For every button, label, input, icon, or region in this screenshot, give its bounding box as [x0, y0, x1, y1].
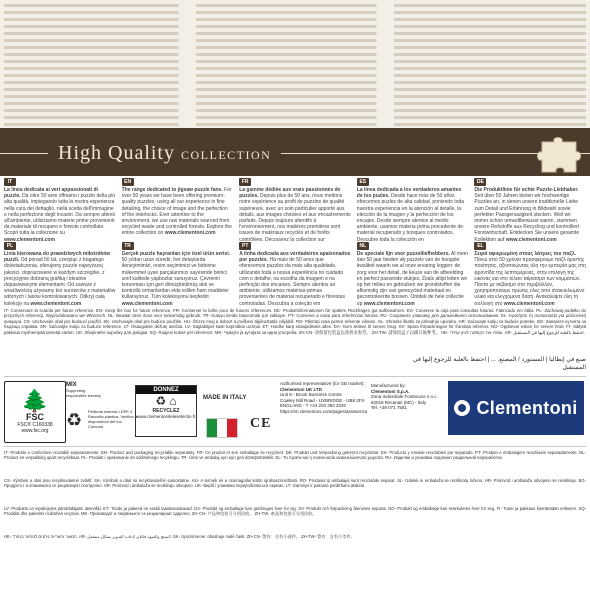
uk-rep-line: Cowley Mill Road - UXBRIDGE - UB8 2FX [280, 397, 365, 403]
brand-logo-text: Clementoni [476, 397, 578, 418]
manufacturer-title: Manufactured by: [371, 383, 406, 388]
lang-block-tr [122, 242, 234, 306]
fsc-url: www.fsc.org [21, 428, 49, 434]
lang-badge: PT [239, 242, 251, 250]
tree-icon: 🌲 [21, 388, 49, 413]
collection-title [48, 142, 281, 165]
lang-tagline: De speciale lijn voor puzzelliefhebbers. [356, 251, 450, 257]
clementoni-logo [448, 381, 584, 435]
lang-block-pl [4, 242, 116, 306]
mix-label [66, 383, 120, 398]
lang-tagline: La línea dedicada a los verdaderos amantes de los puzles. [356, 187, 462, 200]
fsc-label: FSC [26, 412, 44, 422]
lang-body: Seit über 50 Jahren bieten wir hochwertige Puzzles an, in denen unsere traditionelle Liebe zum Detail und Erfahrung in Bildwahl sowie perfekter Passgenauigkeit stecken. Weil wir immer schon umweltbewusst waren, stammen unsere Rohstoffe aus Recycling und kontrolliert Forstwirtschaft. Entdecken Sie unsere gesamte Kollektion auf [474, 193, 580, 242]
lang-body: Há mais de 50 anos que oferecemos puzzles da mais alta qualidade, utilizando toda a nossa experiência no cuidado com o detalhe, na escolha da imagem e na perfeição dos encaixes. Sempre atentos ao ambiente, utilizamos matérias-primas provenientes de material recuperado e florestas controladas. Descubra a coleção em [239, 257, 346, 306]
recycling-notice-3: LV- Produkts un iepakojums pārstrādājami atsevišķi. ET- Toode ja pakend on eraldi taaskasutatavad. DA- Produkt og emballage kan genbruges hver for sig. SV- Produkt och förpackning återvinns separat. NO- Produkt og emballasje kan resirkuleres hver for seg. FI- Tuote ja pakkaus kierrätetään erikseen. SQ- Produkti dhe paketimi riciklohen veçmas. MK- Производот и пакувањето се рециклираат одделно. ZH-CN- 产品和包装可分别回收。 ZH-TW- 產品和包裝可分別回收。 [4, 506, 586, 517]
lang-tagline: The range dedicated to jigsaw puzzle fans. [121, 187, 223, 193]
uk-rep-line: Unit 8 - Brook Business Centre [280, 392, 342, 398]
recycling-notice-2: CS- Výrobek a obal jsou recyklovatelné zvlášť. SK- Výrobok a obal sú recyklovateľné samostatne. HU- A termék és a csomagolás külön újrahasznosítható. RO- Produsul și ambalajul sunt reciclabile separat. SL- Izdelek in embalaža se reciklirata ločeno. HR- Proizvod i ambalaža odvojeno se recikliraju. BG- Продуктът и опаковката се рециклират поотделно. SR- Proizvod i ambalaža se recikliraju odvojeno. UK- Виріб і упаковка переробляються окремо. LT- Gaminys ir pakuotė perdirbami atskirai. [4, 478, 586, 489]
strip-texture [4, 4, 586, 128]
lang-badge: TR [122, 242, 134, 250]
mix-line1: Supporting [66, 388, 86, 393]
uk-rep-company: Clementoni UK LTD [280, 386, 322, 392]
disposal-instructions: Pellicola esterna LDPE 4 Raccolta plastica. Verifica le disposizioni del tuo Comune. [88, 409, 138, 429]
collection-title-main: High Quality [58, 141, 175, 164]
manufacturer-line: 62019 Recanati (MC) - Italy [371, 399, 427, 405]
made-in-italy: MADE IN ITALY [203, 395, 247, 401]
banner-rule-left [0, 153, 48, 154]
lang-badge: DE [474, 178, 486, 186]
lang-block-el [474, 242, 586, 306]
language-descriptions [4, 178, 586, 306]
uk-rep-line: https://en.clementoni.com/pages/assistenza [280, 408, 368, 414]
lang-badge: NL [357, 242, 369, 250]
lang-badge: PL [4, 242, 16, 250]
fsc-code: FSC® C160338 [17, 422, 53, 428]
lang-badge: EN [122, 178, 134, 186]
lang-url: www.clementoni.com [503, 300, 555, 306]
lang-body: For over 50 years we have been offering premium-quality puzzles, using all our experience in fine detailing, the choice of image and the perfection of the interlocks. Ever attentive to the environment, we use raw materials sourced from recycled waste and controlled forests. Explore the entire collection on [121, 187, 232, 237]
arabic-notice: صنع في إيطاليا | المستورد / المصنع: ... | احتفظ بالعلبة للرجوع إليها في المستقبل [412, 357, 586, 371]
manufacturer-line: Zona Industriale Fontenoce s.n.c. [371, 394, 438, 400]
lang-block-en [122, 178, 234, 242]
lang-body: Od ponad 50 lat, czerpiąc z bogatego doświadczenia, oferujemy puzzle najwyższej jakości, dopracowane w każdym szczególe, z precyzyjnie dobraną grafiką i idealnie dopasowanymi elementami. Od zawsze z wrażliwością używamy też surowców z materiałów wtórnych i lasów kontrolowanych. Odkryj całą kolekcję na [4, 257, 116, 306]
lang-badge: ES [357, 178, 369, 186]
recycling-notice-4: HE- המוצר והאריזה ניתנים למחזור בנפרד. AR- المنتج والعبوة قابلان لإعادة التدوير بشكل منفصل. SK- Upozornenie: obsahuje malé časti. ZH-CN- 警告：含有小部件。 ZH-TW- 警告：含有小零件。 [4, 534, 355, 539]
lang-tagline: La linea dedicata ai veri appassionati di puzzle. [4, 187, 98, 200]
italy-flag-icon [206, 418, 238, 438]
collection-banner [0, 137, 590, 169]
uk-rep-line: ENGLAND - T +44 203 383 2020 [280, 403, 347, 409]
manufacturer-line: Tel. +39 071 7581 [371, 405, 407, 411]
lang-tagline: Linia kierowana do prawdziwych miłośników puzzli. [4, 251, 111, 264]
uk-rep-title: Authorised representative (for GB market): [280, 381, 365, 386]
recycle-bin-icon: ♻ [66, 410, 83, 430]
donate-sub: RECYCLEZ [152, 408, 180, 414]
donate-recycle-badge [135, 385, 197, 437]
lang-body: Da oltre 50 anni offriamo i puzzle della più alta qualità, impiegando tutta la nostra esperienza nella cura del dettaglio, nella scelta dell'immagine e nella perfezione degli incastri. Da sempre attenti all'ambiente, utilizziamo materie prime provenienti da materiale di recupero e foreste controllate. Scopri tutta la collezione su [4, 193, 116, 237]
uk-representative [280, 381, 380, 415]
lang-url: www.clementoni.com [30, 300, 82, 306]
collection-title-small: COLLECTION [181, 147, 272, 162]
lang-body: Depuis plus de 50 ans, nous mettons notre expérience au profit de puzzles de qualité supérieure, avec un soin particulier apporté aux détails, aux images choisies et aux encastrements parfaits. Depuis toujours attentifs à l'environnement, nos matières premières sont issues de matériaux recyclés et de forêts contrôlées. Découvrez la collection sur [239, 193, 351, 242]
recycling-notice-1: IT- Prodotto e confezione riciclabili separatamente. EN- Product and packaging recyclable separately. FR- Ce produit et son emballage se recyclent. DE- Produkt und Verpackung getrennt recyclebar. ES- Producto y envase reciclables por separado. PT- Produto e embalagem recicláveis separadamente. NL- Product en verpakking apart recyclebaar. PL- Produkt i opakowanie do oddzielnego recyklingu. TR- Ürün ve ambalaj ayrı ayrı geri dönüştürülebilir. EL- Το προϊόν και η συσκευασία ανακυκλώνονται χωριστά. RU- Изделие и упаковка подлежат раздельной переработке. [4, 450, 586, 461]
lang-block-es [357, 178, 469, 242]
lang-url: www.clementoni.com [121, 300, 173, 306]
lang-body: Πάνω από 50 χρόνια προσφέρουμε παζλ άριστης ποιότητας, αξιοποιώντας όλη την εμπειρία μας στη φροντίδα της λεπτομέρειας, στην επιλογή της εικόνας και στο τέλειο ταίριασμα των κομματιών. Πάντα με σεβασμό στο περιβάλλον, χρησιμοποιούμε πρώτες ύλες από ανακυκλωμένο υλικό και ελεγχόμενα δάση. Ανακαλύψτε όλη τη συλλογή στο [474, 257, 586, 306]
lang-badge: EL [474, 242, 486, 250]
manufacturer-company: Clementoni S.p.A. [371, 388, 410, 394]
brand-mark-icon [454, 400, 470, 416]
lang-tagline: Σειρά αφιερωμένη στους λάτρεις του παζλ. [474, 251, 576, 257]
mix-line2: responsible forestry [66, 393, 101, 398]
lang-tagline: La gamme dédiée aux vrais passionnés de puzzles. [239, 187, 341, 200]
lang-block-pt [239, 242, 351, 306]
recycle-icon: ♻ ⌂ [155, 394, 177, 408]
lang-url: www.clementoni.com [4, 236, 55, 242]
lang-body: Al meer dan 50 jaar bieden wij puzzels van de hoogste kwaliteit waarin we al onze ervaring leggen: de zorg voor het detail, de keuze van de afbeelding en perfect passende stukjes. Zoals altijd letten we op het milieu en gebruiken we grondstoffen die afkomstig zijn van gerecycled materiaal en gecontroleerde bossen. Ontdek de hele collectie op [356, 251, 469, 306]
lang-tagline: Gerçek puzzle hayranları için özel ürün serisi. [121, 251, 230, 257]
mix-title: MIX [66, 382, 77, 388]
fsc-logo [4, 381, 66, 443]
ce-mark: CE [250, 416, 272, 431]
lang-badge: FR [239, 178, 251, 186]
lang-url: www.clementoni.com [505, 236, 557, 242]
divider [4, 376, 586, 377]
donate-head: DONNEZ [136, 386, 196, 394]
lang-badge: IT [4, 178, 16, 186]
product-image-strip [0, 0, 590, 128]
puzzle-piece-icon [536, 132, 586, 176]
lang-url: www.clementoni.com [363, 300, 415, 306]
lang-block-fr [239, 178, 351, 242]
lang-tagline: A linha dedicada aos verdadeiros apaixonados por puzzles. [239, 251, 351, 264]
lang-body: Desde hace más de 50 años ofrecemos puzles de alta calidad, poniendo toda nuestra experiencia en la atención al detalle, la elección de la imagen y la perfección de los encajes. Desde siempre atentos al medio ambiente, usamos materia prima procedente de material recuperado y bosques controlados. Descubre toda la colección en [356, 193, 465, 242]
lang-block-nl [357, 242, 469, 306]
keep-box-notice: IT- Conservare la scatola per future referenze. EN- Keep the box for future reference. FR- Conserver la boîte pour de futures références. DE- Produktinformationen für spätere Rückfragen gut aufbewahren. ES- Conserve la caja para consultas futuras. Fabricado em Itália. PL- Zachowaj pudełko do przyszłych referencji. Wyprodukowano we Włoszech. NL- Bewaar deze doos voor toekomstig gebruik. TR- Kutuyu ileride başvurmak için saklayın. PT- Conserve a caixa para referências futuras. RU- Сохраните упаковку для дальнейшего использования. EL- Κρατήστε τη συσκευασία για μελλοντική αναφορά. CS- Uschovejte obal pro budoucí použití. SK- Uschovajte obal pre budúce použitie. HU- Őrizze meg a dobozt a jövőbeni tájékoztatás céljából. RO- Păstrați cutia pentru referințe viitoare. SL- Shranite škatlo za prihodnjo uporabo. HR- Sačuvajte kutiju za buduće potrebe. BG- Запазете кутията за бъдеща справка. SR- Sačuvajte kutiju za buduće reference. LT- Išsaugokite dėžutę ateičiai. LV- Saglabājiet kasti turpmākai uzziņai. ET- Hoidke karp edaspidiseks alles. DA- Gem æsken til senere brug. SV- Spara förpackningen för framtida referens. NO- Oppbevar esken for senere bruk. FI- Säilytä pakkaus myöhempää tarvetta varten. UK- Зберігайте коробку для довідки. SQ- Ruajeni kutinë për referencë. MK- Чувајте ја кутијата за идна употреба. ZH-CN- 请保留包装盒以备将来参考。 ZH-TW- 請保留盒子以備日後參考。 HE- שמרו את הקופסה לעיון עתידי. AR- احتفظ بالعلبة للرجوع إليها في المستقبل. [4, 308, 586, 335]
lang-tagline: Die Produktlinie für echte Puzzle-Liebhaber. [474, 187, 579, 193]
lang-body: 50 yıldan uzun süredir, her detaylarda deneyimimizi, resim seçimimizi ve birbirine mükemmel uyan parçalarımızı sayesinde birinci sınıf kalitede yapbozlar sunuyoruz. Çevrenin korunması için geri dönüştürülmüş atık ve kontrollü ormanlardan elde edilen ham maddeler kullanıyoruz. Tüm koleksiyonu keşfedin: [121, 257, 229, 301]
lang-block-de [474, 178, 586, 242]
lang-block-it [4, 178, 116, 242]
divider [4, 446, 586, 447]
lang-url: www.clementoni.com [164, 230, 216, 237]
donate-url: www.clementoniteleselectio.fr [136, 414, 196, 419]
